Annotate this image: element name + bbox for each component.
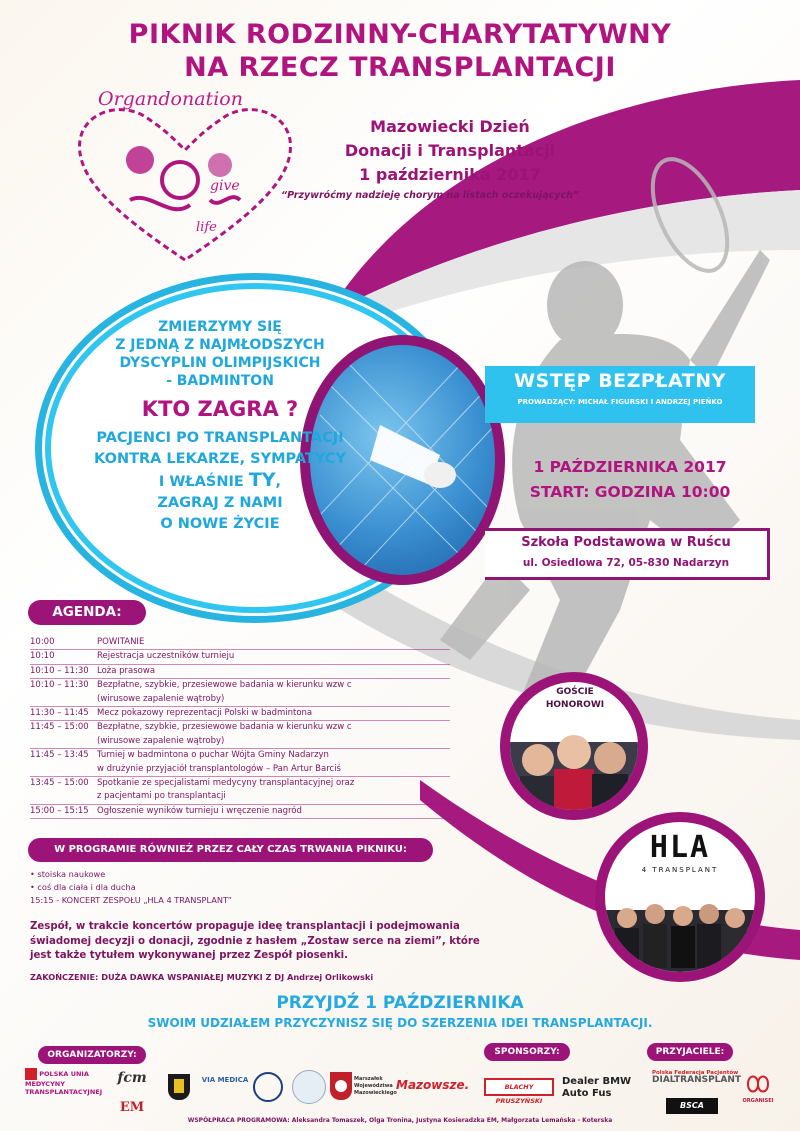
subtitle-line-2: Donacji i Transplantacji	[344, 141, 556, 160]
logo-bsca: BSCA	[666, 1098, 718, 1114]
place-banner	[485, 528, 770, 580]
agenda-desc: z pacjentami po transplantacji	[97, 791, 226, 802]
band-subtitle: 4 TRANSPLANT	[641, 866, 719, 874]
agenda-row	[30, 735, 450, 748]
subtitle-line-1: Mazowiecki Dzień	[370, 117, 530, 136]
agenda-time: 10:00	[30, 637, 55, 647]
band-description: Zespół, w trakcie koncertów propaguje ideę transplantacji i podejmowania świadomej decyzji o donacji, zgodnie z hasłem „Zostaw serce na ziemi”, które jest także tytułem wykonywanej przez Zespół piosenki.	[30, 921, 480, 961]
agenda-time	[30, 735, 97, 748]
friends-label: PRZYJACIELE:	[647, 1043, 733, 1061]
circle-line-1: PACJENCI PO TRANSPLANTACJI	[96, 430, 344, 446]
heart-word-life: life	[196, 220, 217, 235]
agenda-row	[30, 749, 450, 762]
agenda-time: 15:00 – 15:15	[30, 805, 89, 816]
eagle-shape	[335, 1080, 347, 1092]
program-bullet-2: • coś dla ciała i dla ducha	[30, 882, 136, 892]
organ-donation-heart-logo	[70, 90, 300, 270]
logo-blachy: BLACHY PRUSZYŃSKI	[484, 1078, 554, 1096]
agenda-row	[30, 665, 450, 678]
logo-via-medica: VIA MEDICA	[201, 1076, 249, 1084]
band-logo: HLA	[649, 830, 711, 865]
agenda-label: AGENDA:	[28, 600, 146, 625]
title-line-2: NA RZECZ TRANSPLANTACJI	[184, 52, 616, 83]
circle-line-3a: I WŁAŚNIE	[158, 474, 249, 490]
logo-organisei-text: ORGANISEI	[742, 1098, 774, 1104]
subtitle-line-3: 1 października 2017	[359, 165, 541, 184]
agenda-desc: Bezpłatne, szybkie, przesiewowe badania w kierunku wzw c	[97, 680, 352, 691]
sponsors-label: SPONSORZY:	[484, 1043, 570, 1061]
agenda-time	[30, 790, 97, 803]
circle-line-3c: ,	[275, 474, 282, 490]
logo-em: EM	[119, 1100, 145, 1115]
circle-text	[70, 318, 370, 535]
hosts-text: PROWADZĄCY: MICHAŁ FIGURSKI I ANDRZEJ PIEŃKO	[517, 398, 723, 406]
band-photo	[605, 880, 755, 975]
agenda-divider	[30, 664, 450, 665]
logo-polska-unia-text: POLSKA UNIA MEDYCYNY TRANSPLANTACYJNEJ	[25, 1070, 103, 1096]
cta-line-1: PRZYJDŹ 1 PAŹDZIERNIKA	[276, 993, 524, 1013]
free-entry-title: WSTĘP BEZPŁATNY	[514, 370, 726, 392]
agenda-desc: (wirusowe zapalenie wątroby)	[97, 693, 225, 704]
agenda-desc: POWITANIE	[97, 637, 145, 647]
agenda-time: 10:10	[30, 651, 55, 662]
agenda-row	[30, 693, 450, 706]
event-date: 1 PAŹDZIERNIKA 2017	[533, 458, 727, 476]
agenda-row	[30, 763, 450, 776]
closing-text: ZAKOŃCZENIE: DUŻA DAWKA WSPANIAŁEJ MUZYKI Z DJ Andrzej Orlikowski	[30, 972, 374, 982]
poster-title	[0, 18, 800, 84]
heart-word-organdonation: Organdonation	[98, 88, 243, 110]
logo-organisei	[738, 1072, 778, 1104]
organizers-label: ORGANIZATORZY:	[38, 1046, 146, 1064]
logo-bmw-line-1: Dealer BMW	[562, 1076, 632, 1087]
agenda-row	[30, 790, 450, 803]
cta-line-2: SWOIM UDZIAŁEM PRZYCZYNISZ SIĘ DO SZERZENIA IDEI TRANSPLANTACJI.	[147, 1016, 653, 1030]
motto-quote: “Przywróćmy nadzieję chorym na listach oczekujących”	[281, 190, 579, 201]
event-subtitle	[320, 115, 580, 187]
agenda-time: 11:45 – 13:45	[30, 750, 89, 761]
program-bullet-1: • stoiska naukowe	[30, 869, 106, 879]
logo-round-icon	[292, 1070, 326, 1104]
start-time: START: GODZINA 10:00	[529, 483, 731, 501]
logo-bmw-line-2: Auto Fus	[562, 1088, 612, 1099]
agenda-desc: Ogłoszenie wyników turnieju i wręczenie nagród	[97, 805, 302, 816]
circle-line-5: O NOWE ŻYCIE	[160, 516, 280, 532]
agenda-row	[30, 679, 450, 692]
circle-line-3	[70, 470, 370, 493]
agenda-desc: Spotkanie ze specjalistami medycyny transplantacyjnej oraz	[97, 778, 355, 789]
program-label: W PROGRAMIE RÓWNIEŻ PRZEZ CAŁY CZAS TRWANIA PIKNIKU:	[28, 838, 433, 862]
agenda-desc: Loża prasowa	[97, 665, 156, 676]
agenda-divider	[30, 649, 450, 650]
footer-credits: WSPÓŁPRACA PROGRAMOWA: Aleksandra Tomaszek, Olga Tronina, Justyna Kosieradzka EM, Małgorzata Lemańska - Koterska	[187, 1117, 613, 1124]
program-bullet-3: 15:15 - KONCERT ZESPOŁU „HLA 4 TRANSPLANT”	[30, 895, 233, 905]
logo-dial-text: DIALTRANSPLANT	[652, 1075, 742, 1085]
place-name: Szkoła Podstawowa w Ruścu	[521, 535, 731, 550]
logo-bmw	[562, 1076, 642, 1100]
title-line-1: PIKNIK RODZINNY-CHARYTATYWNY	[128, 19, 672, 50]
logo-coat-of-arms-icon	[168, 1074, 190, 1100]
coat-of-arms-shape	[174, 1079, 184, 1093]
agenda-row	[30, 650, 450, 663]
agenda-desc: w drużynie przyjaciół transplantologów – Pan Artur Barciś	[97, 763, 341, 774]
date-block	[500, 455, 760, 505]
logo-fcm: fcm	[117, 1070, 147, 1086]
free-entry-banner	[485, 366, 755, 423]
program-bullets	[30, 868, 450, 907]
agenda-time: 10:10 – 11:30	[30, 665, 89, 676]
intro-line-1: ZMIERZYMY SIĘ	[158, 319, 282, 335]
agenda-divider	[30, 748, 450, 749]
logo-university-icon	[253, 1072, 283, 1102]
infinity-heart-icon	[743, 1072, 773, 1096]
agenda-divider	[30, 706, 450, 707]
who-plays-question: KTO ZAGRA ?	[141, 397, 299, 421]
circle-line-3b: TY	[248, 469, 276, 491]
agenda-divider	[30, 818, 450, 819]
logo-polska-unia	[25, 1068, 105, 1096]
heart-word-give: give	[210, 178, 240, 194]
guests-label	[520, 686, 630, 712]
agenda-desc: Turniej w badmintona o puchar Wójta Gminy Nadarzyn	[97, 750, 329, 761]
circle-line-4: ZAGRAJ Z NAMI	[157, 495, 283, 511]
agenda-time: 11:30 – 11:45	[30, 708, 89, 719]
agenda-desc: Mecz pokazowy reprezentacji Polski w badmintona	[97, 708, 313, 719]
agenda-time	[30, 693, 97, 706]
agenda-row	[30, 777, 450, 790]
agenda-time	[30, 763, 97, 776]
agenda-divider	[30, 804, 450, 805]
agenda-divider	[30, 776, 450, 777]
intro-line-3: DYSCYPLIN OLIMPIJSKICH	[119, 355, 321, 371]
agenda-desc: (wirusowe zapalenie wątroby)	[97, 735, 225, 746]
agenda-time: 11:45 – 15:00	[30, 722, 89, 733]
agenda-time: 10:10 – 11:30	[30, 680, 89, 691]
intro-line-4: - BADMINTON	[166, 373, 274, 389]
agenda-desc: Bezpłatne, szybkie, przesiewowe badania w kierunku wzw c	[97, 722, 352, 733]
agenda-divider	[30, 678, 450, 679]
agenda-row	[30, 721, 450, 734]
band-circle	[595, 812, 765, 982]
agenda-row	[30, 707, 450, 720]
circle-line-2: KONTRA LEKARZE, SYMPATYCY	[94, 451, 346, 467]
guests-line-1: GOŚCIE	[556, 687, 594, 697]
logo-eagle-icon	[330, 1072, 352, 1100]
agenda-row	[30, 805, 450, 818]
guests-line-2: HONOROWI	[545, 700, 605, 710]
logo-marszalek: Marszałek Województwa Mazowieckiego	[354, 1076, 397, 1096]
agenda-divider	[30, 720, 450, 721]
logo-mazowsze: Mazowsze.	[396, 1078, 470, 1092]
agenda-list	[30, 636, 450, 819]
logo-federacja-text: Polska Federacja Pacjentów	[652, 1070, 739, 1076]
agenda-desc: Rejestracja uczestników turnieju	[97, 651, 235, 662]
agenda-row	[30, 636, 450, 649]
intro-line-2: Z JEDNĄ Z NAJMŁODSZYCH	[115, 337, 325, 353]
heart-icon	[70, 90, 300, 270]
red-cross-icon	[25, 1068, 37, 1080]
place-address: ul. Osiedlowa 72, 05-830 Nadarzyn	[522, 557, 730, 569]
agenda-time: 13:45 – 15:00	[30, 778, 89, 789]
